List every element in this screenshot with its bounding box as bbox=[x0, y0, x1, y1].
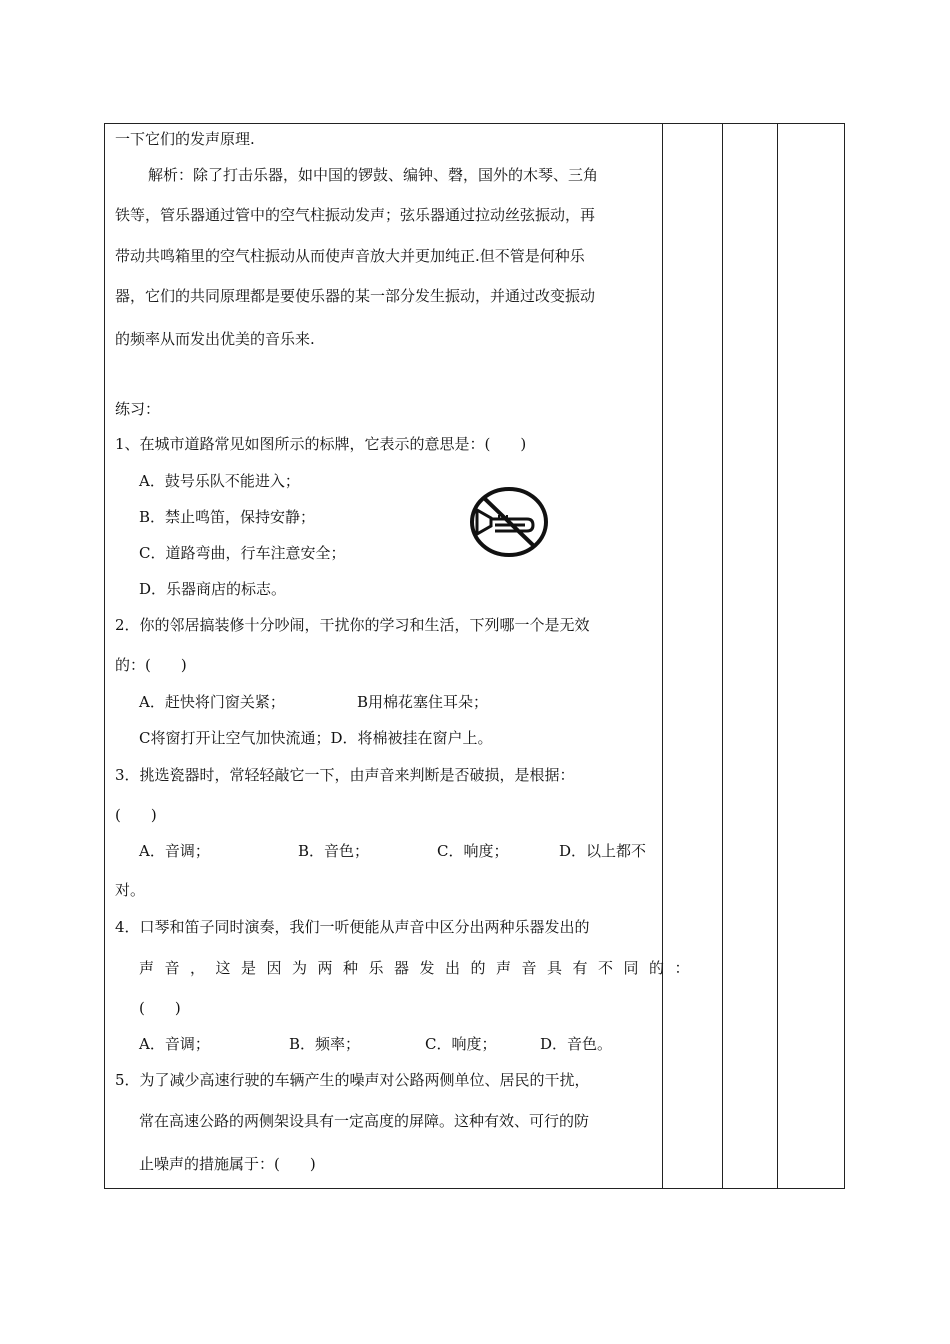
option: B．音色； bbox=[298, 842, 370, 860]
question-4-paren: ( ) bbox=[139, 999, 181, 1017]
text-line: 解析：除了打击乐器，如中国的锣鼓、编钟、磬，国外的木琴、三角 bbox=[148, 166, 599, 184]
question-4-cont bbox=[139, 958, 701, 978]
column-divider bbox=[662, 124, 663, 1188]
option: A．赶快将门窗关紧； bbox=[139, 693, 285, 711]
option: A．鼓号乐队不能进入； bbox=[139, 472, 300, 490]
option: B用棉花塞住耳朵； bbox=[357, 693, 489, 711]
option: A．音调； bbox=[139, 1035, 210, 1053]
option: C．响度； bbox=[425, 1035, 497, 1053]
question-2-cont: 的：( ) bbox=[115, 656, 187, 674]
option: C．道路弯曲，行车注意安全； bbox=[139, 544, 346, 562]
question-5-cont: 常在高速公路的两侧架设具有一定高度的屏障。这种有效、可行的防 bbox=[139, 1112, 590, 1130]
option: C将窗打开让空气加快流通；D．将棉被挂在窗户上。 bbox=[139, 729, 493, 747]
column-divider bbox=[722, 124, 723, 1188]
text-line: 器，它们的共同原理都是要使乐器的某一部分发生振动，并通过改变振动 bbox=[115, 287, 596, 305]
question-3: 3．挑选瓷器时，常轻轻敲它一下，由声音来判断是否破损，是根据： bbox=[115, 766, 575, 784]
no-horn-sign-icon bbox=[469, 486, 549, 558]
text-line: 一下它们的发声原理. bbox=[115, 130, 255, 148]
option: B．禁止鸣笛，保持安静； bbox=[139, 508, 316, 526]
text-line: 的频率从而发出优美的音乐来. bbox=[115, 330, 315, 348]
question-5: 5．为了减少高速行驶的车辆产生的噪声对公路两侧单位、居民的干扰， bbox=[115, 1071, 590, 1089]
text-line: 带动共鸣箱里的空气柱振动从而使声音放大并更加纯正.但不管是何种乐 bbox=[115, 247, 585, 265]
question-4-cont-text: 声音，这是因为两种乐器发出的声音具有不同的： bbox=[139, 959, 701, 977]
question-3-cont: ( ) bbox=[115, 806, 157, 824]
lesson-table bbox=[104, 123, 845, 1189]
option: B．频率； bbox=[289, 1035, 361, 1053]
option: D．乐器商店的标志。 bbox=[139, 580, 287, 598]
option: D．以上都不 bbox=[559, 842, 647, 860]
option: C．响度； bbox=[437, 842, 509, 860]
section-heading: 练习： bbox=[115, 400, 161, 418]
question-2: 2．你的邻居搞装修十分吵闹，干扰你的学习和生活，下列哪一个是无效 bbox=[115, 616, 590, 634]
text-line: 铁等，管乐器通过管中的空气柱振动发声；弦乐器通过拉动丝弦振动，再 bbox=[115, 206, 596, 224]
column-divider bbox=[777, 124, 778, 1188]
option: D．音色。 bbox=[540, 1035, 613, 1053]
option: A．音调； bbox=[139, 842, 210, 860]
option-cont: 对。 bbox=[115, 881, 146, 899]
question-1: 1、在城市道路常见如图所示的标牌，它表示的意思是：( ) bbox=[115, 435, 527, 453]
question-4: 4．口琴和笛子同时演奏，我们一听便能从声音中区分出两种乐器发出的 bbox=[115, 918, 590, 936]
question-5-cont: 止噪声的措施属于：( ) bbox=[139, 1155, 316, 1173]
